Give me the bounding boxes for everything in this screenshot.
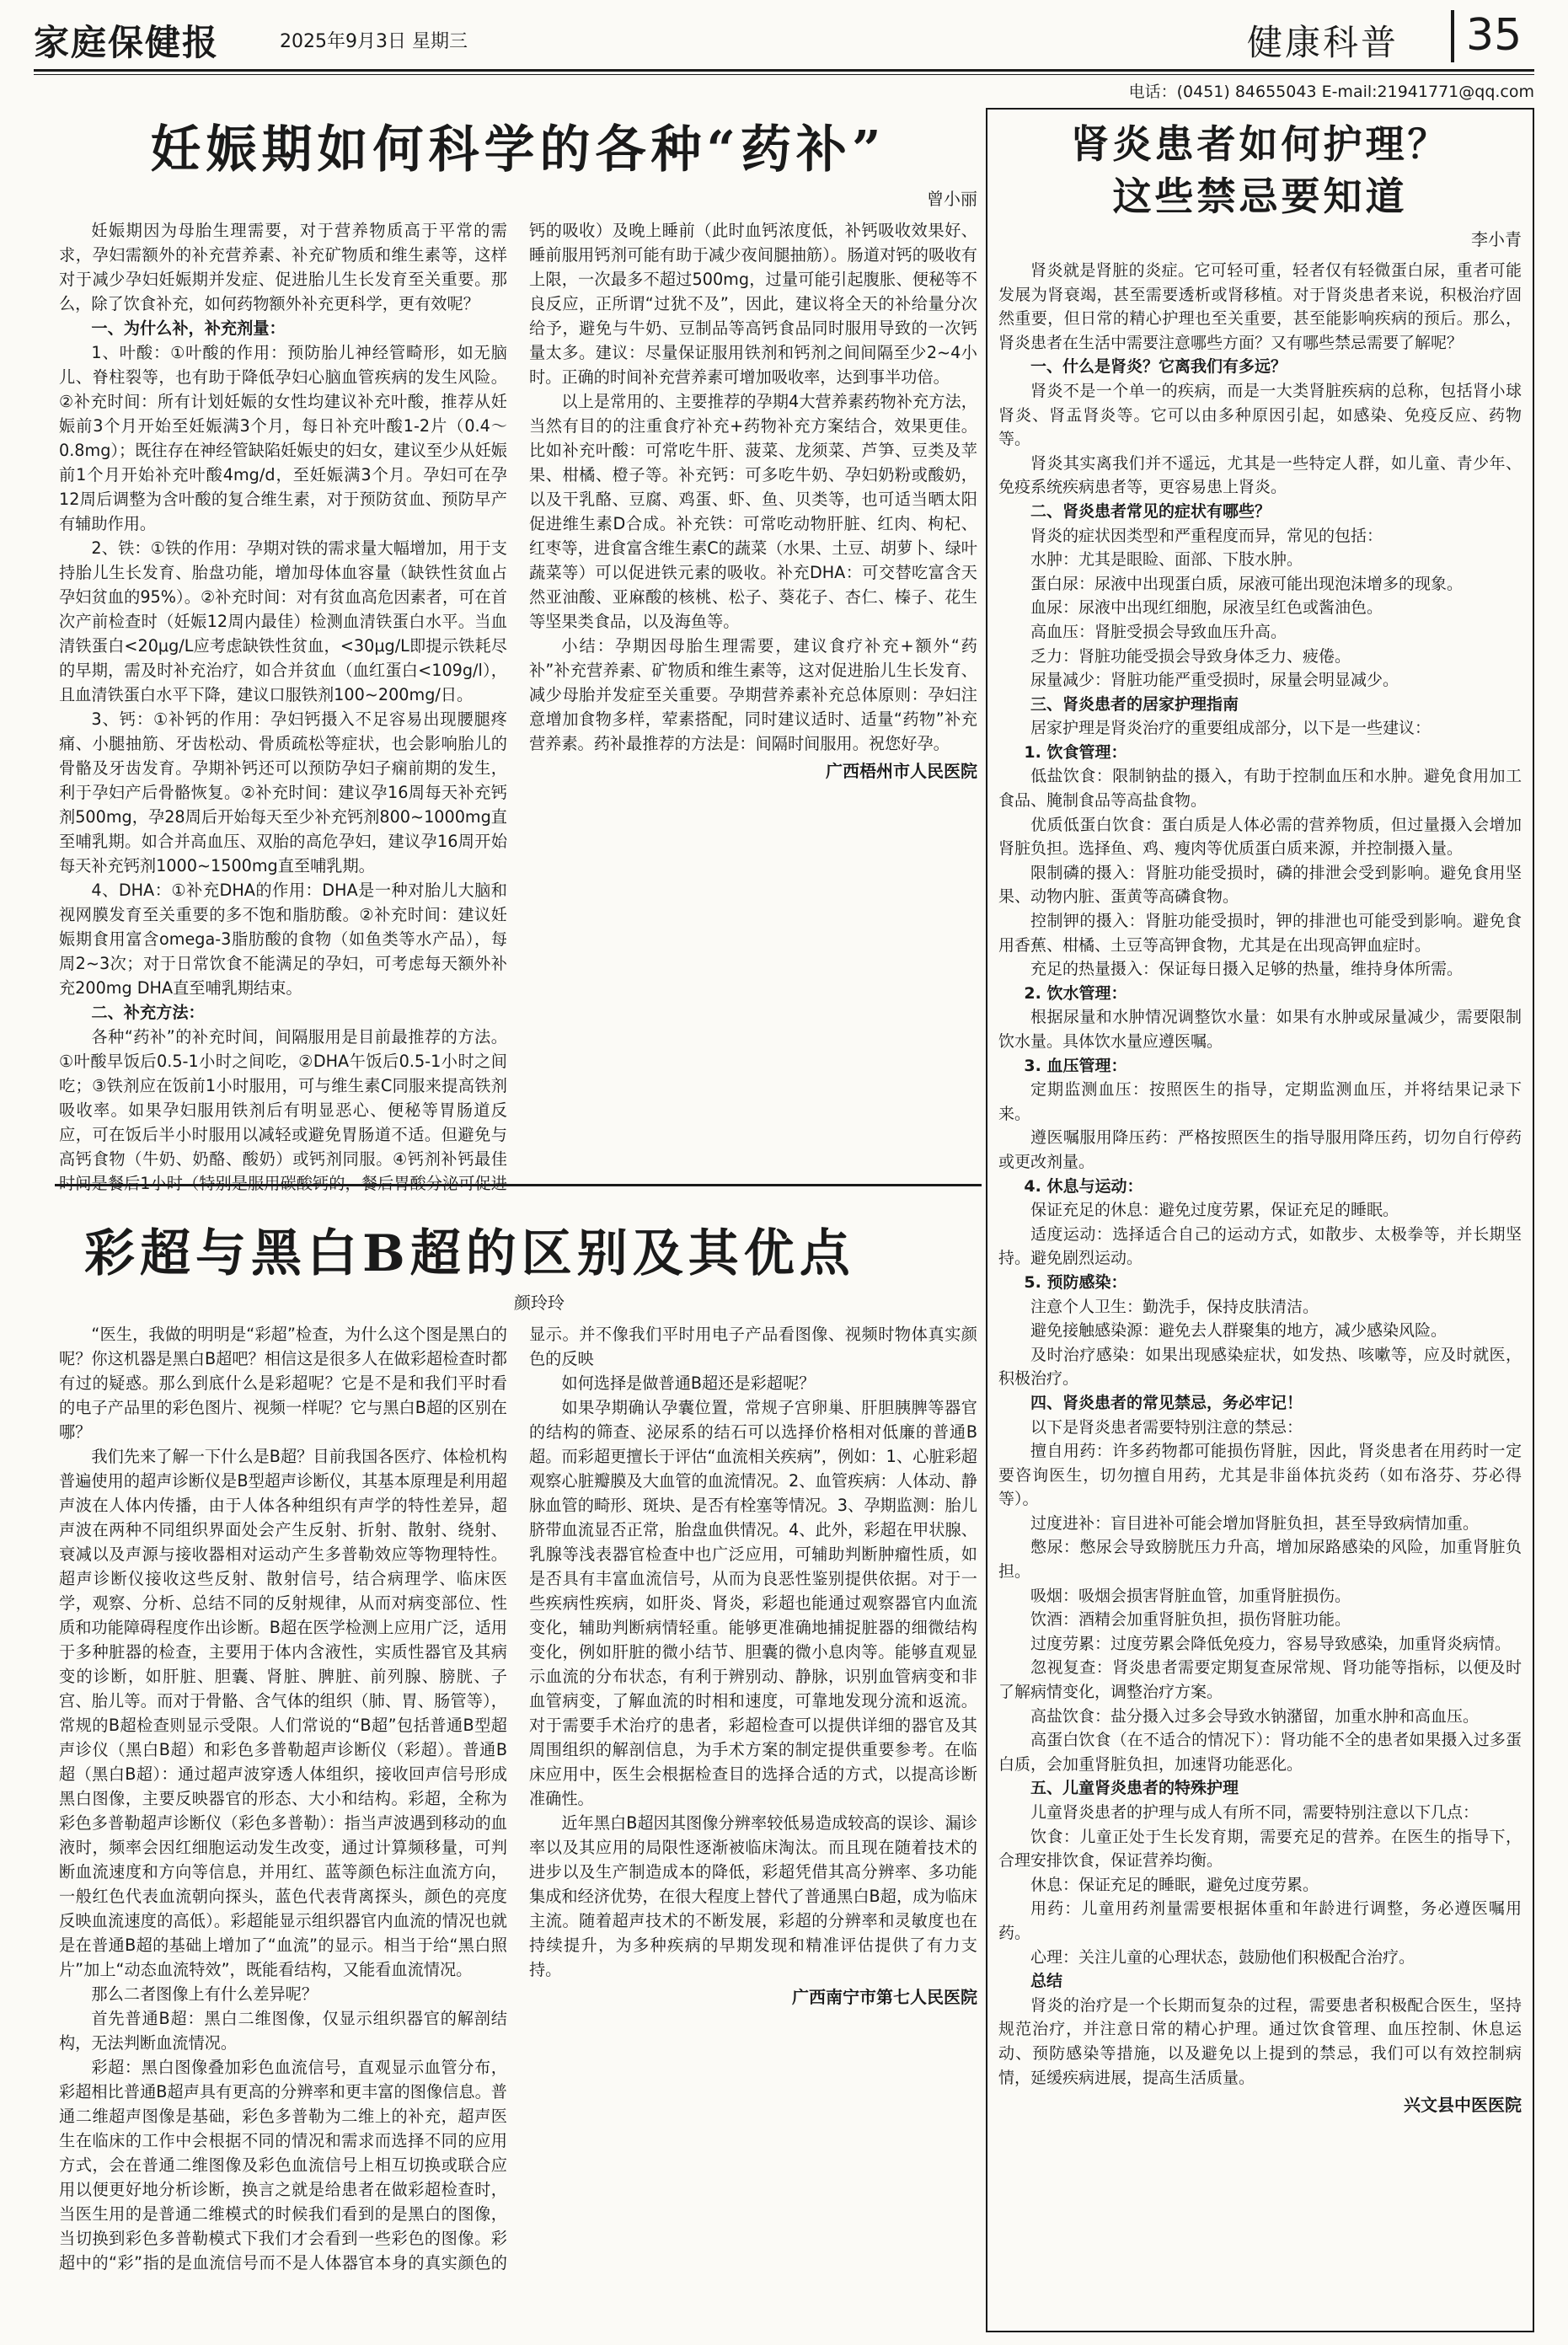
paragraph: 低盐饮食：限制钠盐的摄入，有助于控制血压和水肿。避免食用加工食品、腌制食品等高盐食物。: [998, 767, 1522, 811]
paragraph: 用药：儿童用药剂量需要根据体重和年龄进行调整，务必遵医嘱用药。: [998, 1899, 1522, 1942]
page-header: [34, 10, 1534, 62]
paragraph: 首先普通B超：黑白二维图像，仅显示组织器官的解剖结构，无法判断血流情况。: [59, 2009, 507, 2053]
header-rule: [34, 69, 1534, 72]
paragraph: 我们先来了解一下什么是B超？目前我国各医疗、体检机构普遍使用的超声诊断仪是B型超声诊断仪，其基本原理是利用超声波在人体内传播，由于人体各种组织有声学的特性差异，超声波在两种不同组织界面处会产生反射、折射、散射、绕射、衰减以及声源与接收器相对运动产生多普勒效应等物理特性。超声诊断仪接收这些反射、散射信号，结合病理学、临床医学，观察、分析、总结不同的反射规律，从而对病变部位、性质和功能障碍程度作出诊断。B超在医学检测上应用广泛，适用于多种脏器的检查，主要用于体内含液性，实质性器官及其病变的诊断，如肝脏、胆囊、肾脏、脾脏、前列腺、膀胱、子宫、胎儿等。而对于骨骼、含气体的组织（肺、胃、肠管等），常规的B超检查则显示受限。人们常说的“B超”包括普通B型超声诊仪（黑白B超）和彩色多普勒超声诊断仪（彩超）。普通B超（黑白B超）：通过超声波穿透人体组织，接收回声信号形成黑白图像，主要反映器官的形态、大小和结构。彩超，全称为彩色多普勒超声诊断仪（彩色多普勒）：指当声波遇到移动的血液时，频率会因红细胞运动发生改变，通过计算频移量，可判断血流速度和方向等信息，并用红、蓝等颜色标注血流方向，一般红色代表血流朝向探头，蓝色代表背离探头，颜色的亮度反映血流速度的高低）。彩超能显示组织器官内血流的情况也就是在普通B超的基础上增加了“血流”的显示。相当于给“黑白照片”加上“动态血流特效”，既能看结构，又能看血流情况。: [59, 1447, 507, 1979]
paragraph: 肾炎就是肾脏的炎症。它可轻可重，轻者仅有轻微蛋白尿，重者可能发展为肾衰竭，甚至需要透析或肾移植。对于肾炎患者来说，积极治疗固然重要，但日常的精心护理也至关重要，甚至能影响疾病的预后。那么，肾炎患者在生活中需要注意哪些方面？又有哪些禁忌需要了解呢？: [998, 261, 1522, 352]
paragraph: 肾炎不是一个单一的疾病，而是一大类肾脏疾病的总称，包括肾小球肾炎、肾盂肾炎等。它可以由多种原因引起，如感染、免疫反应、药物等。: [998, 381, 1522, 449]
article-author: 李小青: [1471, 229, 1522, 249]
article-ultrasound: [59, 1213, 977, 2334]
paragraph: 如果孕期确认孕囊位置，常规子宫卵巢、肝胆胰脾等器官的结构的筛查、泌尿系的结石可以选择价格相对低廉的普通B超。而彩超更擅长于评估“血流相关疾病”，例如：1、心脏彩超观察心脏瓣膜及大血管的血流情况。2、血管疾病：人体动、静脉血管的畸形、斑块、是否有栓塞等情况。3、孕期监测：胎儿脐带血流显否正常，胎盘血供情况。4、此外，彩超在甲状腺、乳腺等浅表器官检查中也广泛应用，可辅助判断肿瘤性质，如是否具有丰富血流信号，从而为良恶性鉴别提供依据。对于一些疾病性疾病，如肝炎、肾炎，彩超也能通过观察器官内血流变化，辅助判断病情轻重。能够更准确地捕捉脏器的细微结构变化，例如肝脏的微小结节、胆囊的微小息肉等。能够直观显示血流的分布状态，有利于辨别动、静脉，识别血管病变和非血管病变，了解血流的时相和速度，可靠地发现分流和返流。对于需要手术治疗的患者，彩超检查可以提供详细的器官及其周围组织的解剖信息，为手术方案的制定提供重要参考。在临床应用中，医生会根据检查目的选择合适的方式，以提高诊断准确性。: [529, 1398, 977, 1808]
subheading: 4. 休息与运动：: [1024, 1176, 1143, 1196]
paragraph: 肾炎的症状因类型和严重程度而异，常见的包括：: [1030, 526, 1383, 545]
subheading: 2. 饮水管理：: [1024, 983, 1127, 1003]
paragraph: 过度进补：盲目进补可能会增加肾脏负担，甚至导致病情加重。: [1030, 1513, 1480, 1533]
paragraph: 各种“药补”的补充时间，间隔服用是目前最推荐的方法。①叶酸早饭后0.5-1小时之间吃，②DHA午饭后0.5-1小时之间吃；③铁剂应在饭前1小时服用，可与维生素C同服来提高铁剂吸收率。如果孕妇服用铁剂后有明显恶心、便秘等胃肠道反应，可在饭后半小时服用以减轻或避免胃肠道不适。但避免与高钙食物（牛奶、奶酪、酸奶）或钙剂同服。④钙剂补钙最佳 钙的吸收）及晚上睡前（此时血钙浓度低，补钙吸收效果好、睡前服用钙剂可能有助于减少夜间腿抽筋）。肠道对钙的吸收有上限，一次最多不超过500mg，过量可能引起腹胀、便秘等不良反应，正所谓“过犹不及”，因此，建议将全天的补给量分次给予，避免与牛奶、豆制品等高钙食品同时服用导致的一次钙量太多。建议：尽量保证服用铁剂和钙剂之间间隔至少2~4小时。正确的时间补充营养素可增加吸收率，达到事半功倍。: [59, 221, 977, 1169]
paragraph: 血尿：尿液中出现红细胞，尿液呈红色或酱油色。: [1030, 598, 1383, 618]
article-body: [59, 1322, 977, 2291]
article-hospital: 广西南宁市第七人民医院: [792, 1987, 977, 2007]
page-number: 35: [1466, 10, 1523, 61]
subheading: 1. 饮食管理：: [1024, 742, 1127, 762]
title-line-1: 肾炎患者如何护理？: [1070, 121, 1450, 167]
paragraph: 吸烟：吸烟会损害肾脏血管，加重肾脏损伤。: [1030, 1586, 1351, 1605]
subheading: 四、肾炎患者的常见禁忌，务必牢记！: [1030, 1393, 1303, 1412]
paragraph: 4、DHA：①补充DHA的作用：DHA是一种对胎儿大脑和视网膜发育至关重要的多不饱和脂肪酸。②补充时间：建议妊娠期食用富含omega-3脂肪酸的食物（如鱼类等水产品），每周2~3次；对于日常饮食不能满足的孕妇，可考虑每天额外补充200mg DHA直至哺乳期结束。: [59, 881, 507, 998]
paragraph: 适度运动：选择适合自己的运动方式，如散步、太极拳等，并长期坚持。避免剧烈运动。: [998, 1224, 1522, 1268]
section-title: 健康科普: [1247, 22, 1399, 63]
issue-date: 2025年9月3日 星期三: [280, 31, 468, 52]
article-divider: [55, 1184, 982, 1186]
article-nephritis-care: [998, 118, 1522, 2321]
paragraph: 避免接触感染源：避免去人群聚集的地方，减少感染风险。: [1030, 1321, 1448, 1341]
paragraph: 肾炎其实离我们并不遥远，尤其是一些特定人群，如儿童、青少年、免疫系统疾病患者等，更容易患上肾炎。: [998, 453, 1522, 497]
paragraph: 及时治疗感染：如果出现感染症状，如发热、咳嗽等，应及时就医，积极治疗。: [998, 1345, 1522, 1389]
paragraph: 定期监测血压：按照医生的指导，定期监测血压，并将结果记录下来。: [998, 1080, 1522, 1123]
paragraph: 憋尿：憋尿会导致膀胱压力升高，增加尿路感染的风险，加重肾脏负担。: [998, 1538, 1522, 1582]
paragraph: 优质低蛋白饮食：蛋白质是人体必需的营养物质，但过量摄入会增加肾脏负担。选择鱼、鸡、瘦肉等优质蛋白质来源，并控制摄入量。: [998, 815, 1522, 859]
subheading: 一、什么是肾炎？它离我们有多远？: [1030, 357, 1287, 377]
paragraph: 1、叶酸：①叶酸的作用：预防胎儿神经管畸形，如无脑儿、脊柱裂等，也有助于降低孕妇心脑血管疾病的发生风险。②补充时间：所有计划妊娠的女性均建议补充叶酸，推荐从妊娠前3个月开始至妊娠满3个月，每日补充叶酸1-2片（0.4～0.8mg）；既往存在神经管缺陷妊娠史的妇女，建议至少从妊娠前1个月开始补充叶酸4mg/d，至妊娠满3个月。孕妇可在孕12周后调整为含叶酸的复合维生素，对于预防贫血、预防早产有辅助作用。: [59, 343, 507, 533]
paragraph: 小结：孕期因母胎生理需要，建议食疗补充+额外“药补”补充营养素、矿物质和维生素等，这对促进胎儿生长发育、减少母胎并发症至关重要。孕期营养素补充总体原则：孕妇注意增加食物多样，荤素搭配，同时建议适时、适量“药物”补充营养素。药补最推荐的方法是：间隔时间服用。祝您好孕。: [529, 636, 977, 753]
paragraph: 妊娠期因为母胎生理需要，对于营养物质高于平常的需求，孕妇需额外的补充营养素、补充矿物质和维生素等，这样对于减少孕妇妊娠期并发症、促进胎儿生长发育至关重要。那么，除了饮食补充，如何药物额外补充更科学，更有效呢？: [59, 221, 507, 313]
paragraph: 居家护理是肾炎治疗的重要组成部分，以下是一些建议：: [1030, 719, 1432, 738]
paragraph: 保证充足的休息：避免过度劳累，保证充足的睡眠。: [1030, 1201, 1399, 1220]
article-title: [998, 118, 1522, 222]
paragraph: “医生，我做的明明是“彩超”检查，为什么这个图是黑白的呢？你这机器是黑白B超吧？相信这是很多人在做彩超检查时都有过的疑惑。那么到底什么是彩超呢？它是不是和我们平时看的电子产品里的彩色图片、视频一样呢？它与黑白B超的区别在哪？: [59, 1325, 507, 1442]
article-paragraphs: [59, 218, 977, 1208]
paragraph: 以上是常用的、主要推荐的孕期4大营养素药物补充方法，当然有目的的注重食疗补充+药物补充方案结合，效果更佳。比如补充叶酸：可常吃牛肝、菠菜、龙须菜、芦笋、豆类及苹果、柑橘、橙子等。补充钙：可多吃牛奶、孕妇奶粉或酸奶，以及干乳酪、豆腐、鸡蛋、虾、鱼、贝类等，也可适当晒太阳促进维生素D合成。补充铁：可常吃动物肝脏、红肉、枸杞、红枣等，进食富含维生素C的蔬菜（水果、土豆、胡萝卜、绿叶蔬菜等）可以促进铁元素的吸收。补充DHA：可交替吃富含天然亚油酸、亚麻酸的核桃、松子、葵花子、杏仁、榛子、花生等坚果类食品，以及海鱼等。: [529, 392, 977, 631]
contact-info: 电话：(0451) 84655043 E-mail:21941771@qq.com: [1128, 83, 1534, 101]
article-body: [998, 259, 1522, 2321]
newspaper-name: 家庭保健报: [34, 22, 220, 63]
paragraph: 那么二者图像上有什么差异呢？: [91, 1984, 318, 2004]
paragraph: 饮酒：酒精会加重肾脏负担，损伤肾脏功能。: [1030, 1610, 1351, 1630]
paragraph: 饮食：儿童正处于生长发育期，需要充足的营养。在医生的指导下，合理安排饮食，保证营养均衡。: [998, 1827, 1522, 1871]
paragraph: 彩超：黑白图像叠加彩色血流信号，直观显示血管分布，彩超相比普通B超声具有更高的分辨率和更丰富的图像信息。普通二维超声图像是基础，彩色多普勒为二维上的补充，超声医生在临床的工作中会根据不同的情况和需求而选择不同的应用方式，会在普通二维图像及彩色血流信号上相互切换或联合应用以便更好地分析诊断，换言之就是给患者在做彩超检查时，当医生用的是普通二维模式的时候我们看到的是黑白的图像，当切换到彩色多普勒模式下我们才会看到一些彩色的图像。彩超中的“彩”指的是血流信号而不是人体器官本身的真实颜色的显示。并不像我们平时用电子产品看图像、视频时物体真实颜色的反映: [59, 1325, 977, 2273]
article-hospital: 广西梧州市人民医院: [826, 761, 977, 781]
subheading: 三、肾炎患者的居家护理指南: [1030, 694, 1239, 714]
paragraph: 蛋白尿：尿液中出现蛋白质，尿液可能出现泡沫增多的现象。: [1030, 574, 1464, 593]
paragraph: 根据尿量和水肿情况调整饮水量：如果有水肿或尿量减少，需要限制饮水量。具体饮水量应遵医嘱。: [998, 1008, 1522, 1051]
paragraph: 高血压：肾脏受损会导致血压升高。: [1030, 622, 1287, 641]
subheading: 二、补充方法：: [91, 1003, 205, 1022]
article-paragraphs: [998, 259, 1522, 2090]
paragraph: 控制钾的摄入：肾脏功能受损时，钾的排泄也可能受到影响。避免食用香蕉、柑橘、土豆等高钾食物，尤其是在出现高钾血症时。: [998, 912, 1522, 955]
paragraph: 乏力：肾脏功能受损会导致身体乏力、疲倦。: [1030, 646, 1351, 666]
paragraph: 尿量减少：肾脏功能严重受损时，尿量会明显减少。: [1030, 671, 1399, 690]
subheading: 五、儿童肾炎患者的特殊护理: [1030, 1779, 1239, 1798]
paragraph: 儿童肾炎患者的护理与成人有所不同，需要特别注意以下几点：: [1030, 1803, 1480, 1822]
article-title: 妊娠期如何科学的各种“药补”: [150, 120, 886, 179]
paragraph: 休息：保证充足的睡眠，避免过度劳累。: [1030, 1875, 1319, 1894]
paragraph: 忽视复查：肾炎患者需要定期复查尿常规、肾功能等指标，以便及时了解病情变化，调整治疗方案。: [998, 1658, 1522, 1702]
paragraph: 如何选择是做普通B超还是彩超呢？: [561, 1373, 816, 1393]
paragraph: 过度劳累：过度劳累会降低免疫力，容易导致感染，加重肾炎病情。: [1030, 1634, 1512, 1653]
paragraph: 近年黑白B超因其图像分辨率较低易造成较高的误诊、漏诊率以及其应用的局限性逐渐被临床淘汰。而且现在随着技术的进步以及生产制造成本的降低，彩超凭借其高分辨率、多功能集成和经济优势，在很大程度上替代了普通黑白B超，成为临床主流。随着超声技术的不断发展，彩超的分辨率和灵敏度也在持续提升，为多种疾病的早期发现和精准评估提供了有力支持。: [529, 1813, 977, 1979]
paragraph: 擅自用药：许多药物都可能损伤肾脏，因此，肾炎患者在用药时一定要咨询医生，切勿擅自用药，尤其是非甾体抗炎药（如布洛芬、芬必得等）。: [998, 1442, 1522, 1509]
paragraph: 肾炎的治疗是一个长期而复杂的过程，需要患者积极配合医生，坚持规范治疗，并注意日常的精心护理。通过饮食管理、血压控制、休息运动、预防感染等措施，以及避免以上提到的禁忌，我们可以有效控制病情，延缓疾病进展，提高生活质量。: [998, 1995, 1522, 2087]
subheading: 一、为什么补，补充剂量：: [91, 319, 286, 338]
header-rule-thin: [34, 74, 1534, 75]
subheading: 3. 血压管理：: [1024, 1056, 1127, 1075]
article-paragraphs: [59, 1322, 977, 2291]
article-title: 彩超与黑白B超的区别及其优点: [84, 1224, 855, 1283]
paragraph: 以下是肾炎患者需要特别注意的禁忌：: [1030, 1417, 1303, 1437]
paragraph: 心理：关注儿童的心理状态，鼓励他们积极配合治疗。: [1030, 1947, 1415, 1967]
article-author: 曾小丽: [927, 189, 977, 209]
paragraph: 高盐饮食：盐分摄入过多会导致水钠潴留，加重水肿和高血压。: [1030, 1706, 1480, 1726]
paragraph: 注意个人卫生：勤洗手，保持皮肤清洁。: [1030, 1297, 1319, 1316]
subheading: 总结: [1030, 1972, 1063, 1991]
article-pregnancy-supplements: [59, 110, 977, 1264]
title-line-2: 这些禁忌要知道: [1112, 174, 1408, 219]
paragraph: 3、钙：①补钙的作用：孕妇钙摄入不足容易出现腰腿疼痛、小腿抽筋、牙齿松动、骨质疏松等症状，也会影响胎儿的骨骼及牙齿发育。孕期补钙还可以预防孕妇子痫前期的发生，利于孕妇产后骨骼恢复。②补充时间：建议孕16周每天补充钙剂500mg，孕28周后开始每天至少补充钙剂800~1000mg直至哺乳期。如合并高血压、双胎的高危孕妇，建议孕16周开始每天补充钙剂1000~1500mg直至哺乳期。: [59, 709, 507, 875]
paragraph: 充足的热量摄入：保证每日摄入足够的热量，维持身体所需。: [1030, 960, 1464, 979]
subheading: 5. 预防感染：: [1024, 1272, 1127, 1292]
subheading: 二、肾炎患者常见的症状有哪些？: [1030, 501, 1271, 521]
article-body: [59, 218, 977, 1208]
paragraph: 限制磷的摄入：肾脏功能受损时，磷的排泄会受到影响。避免食用坚果、动物内脏、蛋黄等高磷食物。: [998, 863, 1522, 907]
header-divider: [1451, 10, 1454, 62]
paragraph: 遵医嘱服用降压药：严格按照医生的指导服用降压药，切勿自行停药或更改剂量。: [998, 1128, 1522, 1171]
article-author: 颜玲玲: [514, 1293, 565, 1313]
paragraph: 2、铁：①铁的作用：孕期对铁的需求量大幅增加，用于支持胎儿生长发育、胎盘功能，增加母体血容量（缺铁性贫血占孕妇贫血的95%）。②补充时间：对有贫血高危因素者，可在首次产前检查时（妊娠12周内最佳）检测血清铁蛋白水平。当血清铁蛋白<20μg/L应考虑缺铁性贫血，<30μg/L即提示铁耗尽的早期，需及时补充治疗，如合并贫血（血红蛋白<109g/l），且血清铁蛋白水平下降，建议口服铁剂100~200mg/日。: [59, 538, 507, 704]
paragraph: 水肿：尤其是眼睑、面部、下肢水肿。: [1030, 550, 1303, 570]
article-hospital: 兴文县中医医院: [1404, 2095, 1522, 2116]
paragraph: 高蛋白饮食（在不适合的情况下）：肾功能不全的患者如果摄入过多蛋白质，会加重肾脏负担，加速肾功能恶化。: [998, 1731, 1522, 1774]
